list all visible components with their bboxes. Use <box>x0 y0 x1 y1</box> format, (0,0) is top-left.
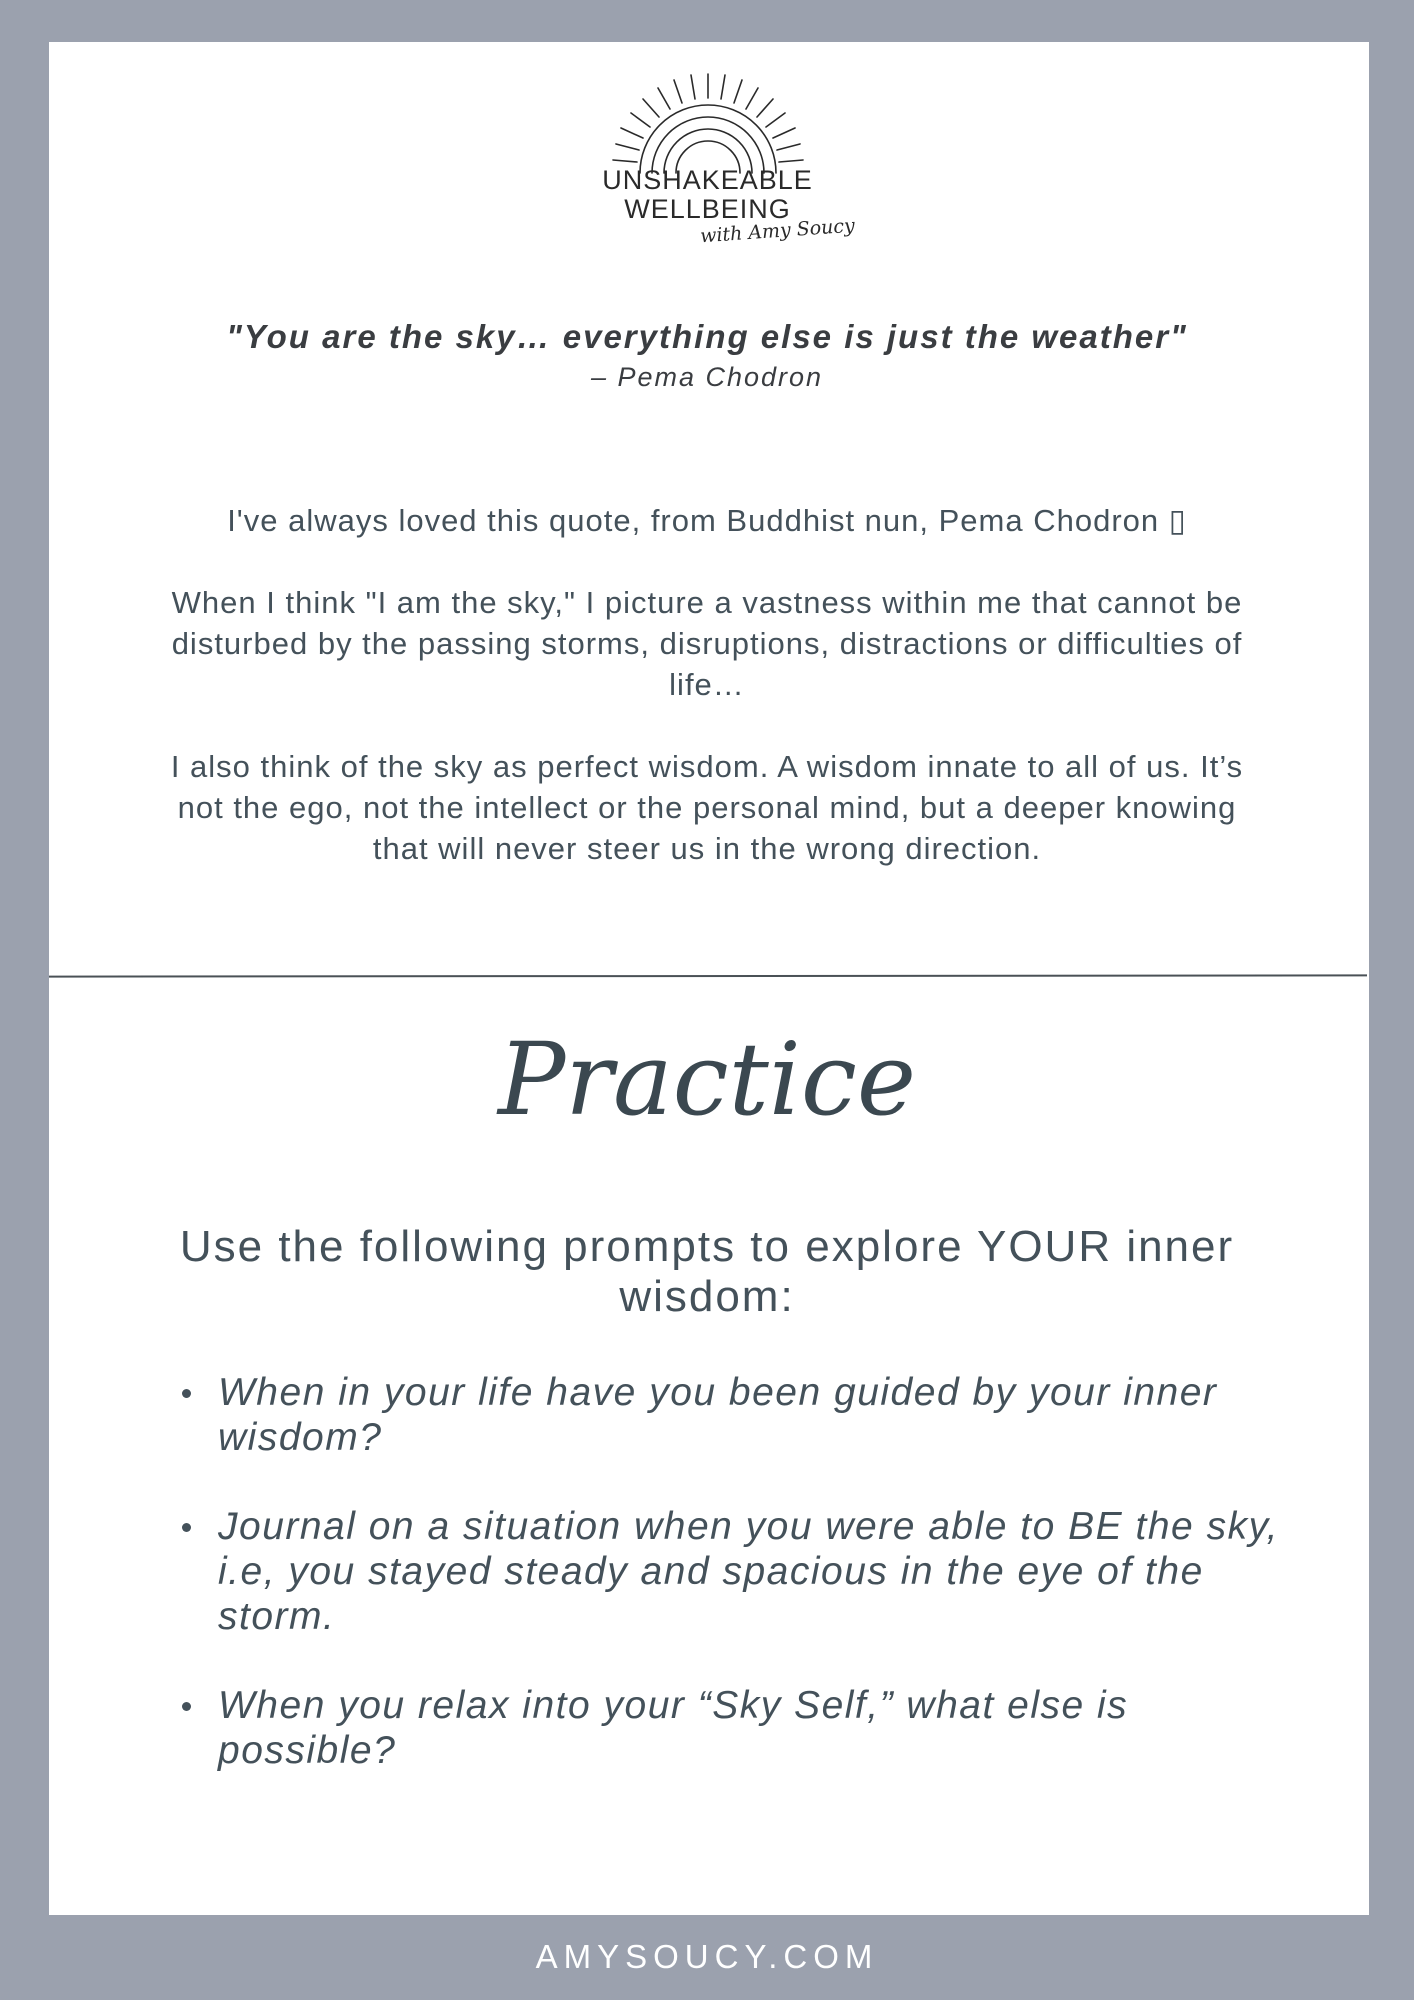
sky-paragraph: When I think "I am the sky," I picture a vastness within me that cannot be disturbed by the passing storms, disruptions, distractions or difficulties of life… <box>171 585 1243 702</box>
sunburst-icon <box>600 70 880 180</box>
wisdom-paragraph: I also think of the sky as perfect wisdom. A wisdom innate to all of us. It’s not the ego, not the intellect or the personal mind, but a deeper knowing that will never steer us in the wrong direction. <box>170 749 1244 866</box>
logo-signature: with Amy Soucy <box>699 214 856 248</box>
prompts-intro: Use the following prompts to explore YOUR inner wisdom: <box>179 1222 1235 1321</box>
practice-heading: Practice <box>497 1021 917 1138</box>
logo-wordmark-line1: UNSHAKEABLE <box>602 165 813 195</box>
prompt-item: When you relax into your “Sky Self,” what else is possible? <box>168 1683 1288 1773</box>
prompt-item: Journal on a situation when you were able to BE the sky, i.e, you stayed steady and spacious in the eye of the storm. <box>168 1504 1288 1639</box>
intro-paragraph: I've always loved this quote, from Buddhist nun, Pema Chodron ▯ <box>227 503 1187 538</box>
logo-wordmark-line2: WELLBEING <box>624 194 791 224</box>
footer-website: AMYSOUCY.COM <box>535 1938 879 1975</box>
prompt-list <box>168 1370 1288 1817</box>
brand-logo <box>600 70 880 255</box>
quote-attribution: – Pema Chodron <box>590 362 824 392</box>
quote-text: "You are the sky… everything else is just the weather" <box>226 318 1188 355</box>
prompt-item: When in your life have you been guided by your inner wisdom? <box>168 1370 1288 1460</box>
